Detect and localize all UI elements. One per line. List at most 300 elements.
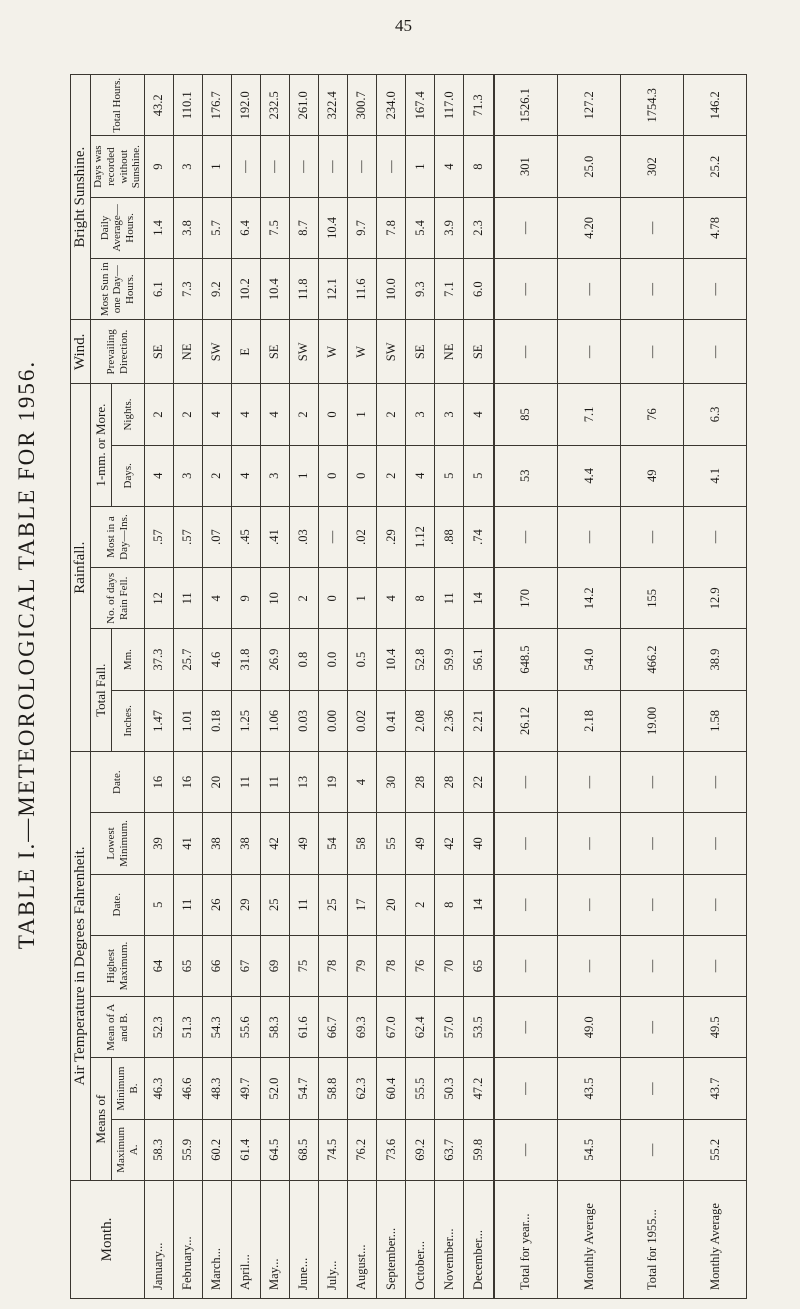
cell-highest-max: 66	[202, 935, 231, 996]
cell-mm: 59.9	[435, 629, 464, 690]
cell-days-fall: 8	[406, 568, 435, 629]
cell-lowest-min: —	[494, 813, 558, 874]
cell-date-hi: 8	[435, 874, 464, 935]
cell-inches: 0.02	[348, 690, 377, 751]
cell-days-1mm: 5	[435, 445, 464, 506]
cell-days-1mm: 4.1	[684, 445, 747, 506]
cell-mean-min: —	[621, 1058, 684, 1119]
cell-lowest-min: 42	[260, 813, 289, 874]
cell-mean-min: 55.5	[406, 1058, 435, 1119]
cell-total-hours: 300.7	[348, 75, 377, 137]
cell-most-in-day: .07	[202, 506, 231, 567]
cell-mean-min: 43.7	[684, 1058, 747, 1119]
cell-most-in-day: —	[684, 506, 747, 567]
cell-date-hi: —	[558, 874, 621, 935]
cell-direction: NE	[435, 320, 464, 384]
cell-date-hi: —	[684, 874, 747, 935]
cell-most-in-day: —	[319, 506, 348, 567]
row-label: June...	[289, 1181, 318, 1299]
cell-nights: 4	[231, 384, 260, 445]
cell-most-in-day: .29	[377, 506, 406, 567]
cell-mean-ab: 51.3	[173, 997, 202, 1058]
cell-nights: 3	[406, 384, 435, 445]
days-header: Days.	[112, 445, 145, 506]
cell-date-lo: 16	[173, 752, 202, 813]
cell-days-fall: 4	[202, 568, 231, 629]
cell-direction: SE	[464, 320, 494, 384]
cell-most-in-day: 1.12	[406, 506, 435, 567]
cell-days-without: 25.0	[558, 136, 621, 197]
cell-most-sun: 6.1	[144, 259, 173, 320]
cell-days-1mm: 0	[348, 445, 377, 506]
cell-lowest-min: 54	[319, 813, 348, 874]
cell-mean-max: 73.6	[377, 1119, 406, 1180]
total-fall-header: Total Fall.	[91, 629, 112, 752]
cell-mean-min: 54.7	[289, 1058, 318, 1119]
cell-mean-ab: 52.3	[144, 997, 173, 1058]
cell-mean-max: 59.8	[464, 1119, 494, 1180]
row-label: Total for 1955...	[621, 1181, 684, 1299]
highest-maximum-header: Highest Maximum.	[91, 935, 145, 996]
cell-date-lo: 28	[406, 752, 435, 813]
cell-mean-ab: 67.0	[377, 997, 406, 1058]
cell-days-fall: 14	[464, 568, 494, 629]
cell-date-lo: 13	[289, 752, 318, 813]
cell-days-1mm: 0	[319, 445, 348, 506]
cell-days-fall: 12.9	[684, 568, 747, 629]
cell-direction: E	[231, 320, 260, 384]
cell-direction: SW	[202, 320, 231, 384]
table-row	[173, 75, 202, 1299]
cell-date-hi: 11	[289, 874, 318, 935]
cell-mm: 648.5	[494, 629, 558, 690]
row-label: September...	[377, 1181, 406, 1299]
cell-highest-max: —	[494, 935, 558, 996]
cell-inches: 1.06	[260, 690, 289, 751]
monthly-rows	[144, 75, 493, 1299]
cell-daily-avg: 7.8	[377, 197, 406, 258]
cell-mean-min: 50.3	[435, 1058, 464, 1119]
table-row	[464, 75, 494, 1299]
cell-most-sun: 7.1	[435, 259, 464, 320]
cell-mm: 466.2	[621, 629, 684, 690]
cell-most-in-day: .03	[289, 506, 318, 567]
cell-direction: —	[494, 320, 558, 384]
cell-mm: 54.0	[558, 629, 621, 690]
cell-date-hi: 11	[173, 874, 202, 935]
cell-mean-min: 60.4	[377, 1058, 406, 1119]
cell-direction: SE	[144, 320, 173, 384]
lowest-minimum-header: Lowest Minimum.	[91, 813, 145, 874]
cell-nights: 2	[144, 384, 173, 445]
cell-mean-min: 46.6	[173, 1058, 202, 1119]
table-row	[202, 75, 231, 1299]
table-row	[260, 75, 289, 1299]
cell-days-1mm: 4.4	[558, 445, 621, 506]
cell-nights: 7.1	[558, 384, 621, 445]
cell-mean-max: 54.5	[558, 1119, 621, 1180]
cell-highest-max: 70	[435, 935, 464, 996]
cell-days-without: —	[260, 136, 289, 197]
cell-daily-avg: 5.7	[202, 197, 231, 258]
cell-date-lo: 4	[348, 752, 377, 813]
cell-date-hi: 29	[231, 874, 260, 935]
cell-total-hours: 71.3	[464, 75, 494, 137]
table-row	[406, 75, 435, 1299]
cell-days-fall: 0	[319, 568, 348, 629]
cell-days-fall: 2	[289, 568, 318, 629]
table-row	[435, 75, 464, 1299]
cell-mean-min: —	[494, 1058, 558, 1119]
cell-days-fall: 10	[260, 568, 289, 629]
row-label: March...	[202, 1181, 231, 1299]
cell-highest-max: 65	[173, 935, 202, 996]
cell-lowest-min: 49	[289, 813, 318, 874]
cell-nights: 2	[173, 384, 202, 445]
cell-direction: —	[621, 320, 684, 384]
cell-days-1mm: 53	[494, 445, 558, 506]
cell-lowest-min: 55	[377, 813, 406, 874]
cell-daily-avg: —	[621, 197, 684, 258]
days-without-sunshine-header: Days was recorded without Sunshine.	[91, 136, 145, 197]
cell-days-1mm: 3	[260, 445, 289, 506]
page-number: 45	[395, 16, 412, 35]
cell-most-sun: 11.8	[289, 259, 318, 320]
cell-nights: 76	[621, 384, 684, 445]
cell-inches: 1.01	[173, 690, 202, 751]
cell-mean-ab: 53.5	[464, 997, 494, 1058]
minimum-b-header: Minimum B.	[112, 1058, 145, 1119]
maximum-a-header: Maximum A.	[112, 1119, 145, 1180]
cell-days-without: 8	[464, 136, 494, 197]
table-row	[319, 75, 348, 1299]
cell-mean-min: 48.3	[202, 1058, 231, 1119]
cell-most-sun: 10.0	[377, 259, 406, 320]
total-hours-header: Total Hours.	[91, 75, 145, 137]
summary-row	[621, 75, 684, 1299]
cell-inches: 1.25	[231, 690, 260, 751]
one-mm-or-more-header: 1-mm. or More.	[91, 384, 112, 507]
cell-mean-ab: —	[621, 997, 684, 1058]
cell-total-hours: 232.5	[260, 75, 289, 137]
cell-date-hi: 20	[377, 874, 406, 935]
cell-days-without: —	[348, 136, 377, 197]
cell-highest-max: 78	[319, 935, 348, 996]
cell-most-sun: —	[494, 259, 558, 320]
cell-mean-ab: 69.3	[348, 997, 377, 1058]
mean-a-b-header: Mean of A and B.	[91, 997, 145, 1058]
cell-date-lo: 28	[435, 752, 464, 813]
cell-date-hi: 2	[406, 874, 435, 935]
cell-date-lo: 30	[377, 752, 406, 813]
cell-date-lo: 11	[260, 752, 289, 813]
cell-mean-min: 49.7	[231, 1058, 260, 1119]
row-label: Total for year...	[494, 1181, 558, 1299]
cell-total-hours: 110.1	[173, 75, 202, 137]
cell-mm: 37.3	[144, 629, 173, 690]
cell-days-1mm: 2	[202, 445, 231, 506]
days-rain-fell-header: No. of days Rain Fell.	[91, 568, 145, 629]
cell-days-fall: 12	[144, 568, 173, 629]
cell-daily-avg: 1.4	[144, 197, 173, 258]
inches-header: Inches.	[112, 690, 145, 751]
cell-days-without: 25.2	[684, 136, 747, 197]
cell-mean-max: 58.3	[144, 1119, 173, 1180]
daily-average-header: Daily Average—Hours.	[91, 197, 145, 258]
meteorological-table	[70, 74, 747, 1299]
row-label: Monthly Average	[684, 1181, 747, 1299]
cell-mm: 38.9	[684, 629, 747, 690]
cell-nights: 2	[377, 384, 406, 445]
cell-days-1mm: 49	[621, 445, 684, 506]
cell-days-without: 9	[144, 136, 173, 197]
most-in-day-header: Most in a Day—Ins.	[91, 506, 145, 567]
cell-highest-max: 64	[144, 935, 173, 996]
cell-direction: SE	[406, 320, 435, 384]
summary-rows	[494, 75, 747, 1299]
cell-most-in-day: —	[621, 506, 684, 567]
cell-daily-avg: 2.3	[464, 197, 494, 258]
cell-mm: 0.5	[348, 629, 377, 690]
cell-most-sun: 6.0	[464, 259, 494, 320]
cell-mean-ab: 54.3	[202, 997, 231, 1058]
cell-mean-ab: 49.5	[684, 997, 747, 1058]
cell-daily-avg: 6.4	[231, 197, 260, 258]
row-label: October...	[406, 1181, 435, 1299]
cell-mean-min: 62.3	[348, 1058, 377, 1119]
cell-days-1mm: 4	[231, 445, 260, 506]
cell-date-hi: 14	[464, 874, 494, 935]
cell-direction: SE	[260, 320, 289, 384]
cell-total-hours: 127.2	[558, 75, 621, 137]
cell-direction: —	[684, 320, 747, 384]
cell-inches: 1.58	[684, 690, 747, 751]
cell-mm: 0.8	[289, 629, 318, 690]
cell-inches: 0.18	[202, 690, 231, 751]
cell-days-1mm: 1	[289, 445, 318, 506]
cell-mm: 25.7	[173, 629, 202, 690]
table-row	[289, 75, 318, 1299]
month-header: Month.	[71, 1181, 145, 1299]
table-row	[231, 75, 260, 1299]
cell-days-fall: 9	[231, 568, 260, 629]
cell-inches: 2.08	[406, 690, 435, 751]
cell-highest-max: 78	[377, 935, 406, 996]
cell-daily-avg: 4.20	[558, 197, 621, 258]
cell-total-hours: 176.7	[202, 75, 231, 137]
cell-nights: 6.3	[684, 384, 747, 445]
cell-days-without: 1	[202, 136, 231, 197]
cell-mm: 26.9	[260, 629, 289, 690]
cell-inches: 19.00	[621, 690, 684, 751]
cell-inches: 2.36	[435, 690, 464, 751]
cell-highest-max: —	[621, 935, 684, 996]
cell-daily-avg: 9.7	[348, 197, 377, 258]
date-highest-header: Date.	[91, 874, 145, 935]
cell-highest-max: 79	[348, 935, 377, 996]
table-title: TABLE I.—METEOROLOGICAL TABLE FOR 1956.	[14, 359, 39, 950]
cell-nights: 4	[260, 384, 289, 445]
cell-days-without: 302	[621, 136, 684, 197]
cell-nights: 4	[202, 384, 231, 445]
cell-most-sun: —	[621, 259, 684, 320]
cell-date-lo: 11	[231, 752, 260, 813]
row-label: August...	[348, 1181, 377, 1299]
summary-row	[494, 75, 558, 1299]
table-row	[377, 75, 406, 1299]
cell-days-without: —	[289, 136, 318, 197]
cell-highest-max: 67	[231, 935, 260, 996]
cell-date-hi: —	[494, 874, 558, 935]
cell-daily-avg: 5.4	[406, 197, 435, 258]
cell-days-without: 4	[435, 136, 464, 197]
cell-mean-ab: 55.6	[231, 997, 260, 1058]
cell-mean-max: 76.2	[348, 1119, 377, 1180]
cell-most-sun: 7.3	[173, 259, 202, 320]
cell-most-in-day: .74	[464, 506, 494, 567]
cell-mean-ab: 66.7	[319, 997, 348, 1058]
cell-most-sun: 10.4	[260, 259, 289, 320]
cell-most-sun: 10.2	[231, 259, 260, 320]
wind-header: Wind.	[71, 320, 91, 384]
cell-mm: 52.8	[406, 629, 435, 690]
prevailing-direction-header: Prevailing Direction.	[91, 320, 145, 384]
cell-date-lo: 19	[319, 752, 348, 813]
cell-mean-min: 43.5	[558, 1058, 621, 1119]
cell-lowest-min: —	[621, 813, 684, 874]
cell-mean-min: 52.0	[260, 1058, 289, 1119]
row-label: December...	[464, 1181, 494, 1299]
cell-inches: 26.12	[494, 690, 558, 751]
cell-inches: 1.47	[144, 690, 173, 751]
row-label: January...	[144, 1181, 173, 1299]
bright-sunshine-header: Bright Sunshine.	[71, 75, 91, 320]
cell-nights: 0	[319, 384, 348, 445]
cell-inches: 2.21	[464, 690, 494, 751]
cell-direction: NE	[173, 320, 202, 384]
cell-highest-max: 65	[464, 935, 494, 996]
cell-highest-max: —	[558, 935, 621, 996]
cell-highest-max: 76	[406, 935, 435, 996]
cell-date-lo: —	[684, 752, 747, 813]
cell-inches: 0.03	[289, 690, 318, 751]
cell-most-sun: —	[684, 259, 747, 320]
cell-days-1mm: 5	[464, 445, 494, 506]
cell-lowest-min: 38	[202, 813, 231, 874]
summary-row	[558, 75, 621, 1299]
cell-most-sun: —	[558, 259, 621, 320]
cell-mm: 0.0	[319, 629, 348, 690]
cell-nights: 4	[464, 384, 494, 445]
cell-daily-avg: 10.4	[319, 197, 348, 258]
cell-mean-ab: 61.6	[289, 997, 318, 1058]
cell-date-lo: —	[494, 752, 558, 813]
cell-most-sun: 12.1	[319, 259, 348, 320]
cell-most-in-day: .02	[348, 506, 377, 567]
cell-mean-ab: 49.0	[558, 997, 621, 1058]
cell-mm: 31.8	[231, 629, 260, 690]
cell-total-hours: 1754.3	[621, 75, 684, 137]
cell-days-fall: 11	[435, 568, 464, 629]
means-of-header: Means of	[91, 1058, 112, 1181]
cell-date-hi: 26	[202, 874, 231, 935]
cell-lowest-min: 49	[406, 813, 435, 874]
cell-date-lo: 16	[144, 752, 173, 813]
cell-inches: 2.18	[558, 690, 621, 751]
cell-total-hours: 117.0	[435, 75, 464, 137]
cell-daily-avg: —	[494, 197, 558, 258]
cell-mm: 10.4	[377, 629, 406, 690]
cell-nights: 3	[435, 384, 464, 445]
row-label: May...	[260, 1181, 289, 1299]
cell-days-1mm: 4	[406, 445, 435, 506]
summary-row	[684, 75, 747, 1299]
cell-lowest-min: 38	[231, 813, 260, 874]
cell-most-in-day: .88	[435, 506, 464, 567]
cell-mean-ab: 57.0	[435, 997, 464, 1058]
cell-days-fall: 4	[377, 568, 406, 629]
cell-lowest-min: 40	[464, 813, 494, 874]
cell-most-sun: 9.2	[202, 259, 231, 320]
cell-nights: 1	[348, 384, 377, 445]
cell-mean-ab: 58.3	[260, 997, 289, 1058]
cell-mean-ab: 62.4	[406, 997, 435, 1058]
cell-mm: 4.6	[202, 629, 231, 690]
cell-date-lo: 22	[464, 752, 494, 813]
cell-total-hours: 167.4	[406, 75, 435, 137]
cell-total-hours: 43.2	[144, 75, 173, 137]
cell-most-sun: 11.6	[348, 259, 377, 320]
cell-mean-max: 64.5	[260, 1119, 289, 1180]
cell-mean-min: 58.8	[319, 1058, 348, 1119]
cell-lowest-min: —	[558, 813, 621, 874]
cell-daily-avg: 8.7	[289, 197, 318, 258]
cell-daily-avg: 3.9	[435, 197, 464, 258]
table-row	[144, 75, 173, 1299]
air-temperature-header: Air Temperature in Degrees Fahrenheit.	[71, 752, 91, 1181]
cell-daily-avg: 7.5	[260, 197, 289, 258]
cell-lowest-min: 39	[144, 813, 173, 874]
cell-highest-max: 69	[260, 935, 289, 996]
cell-mean-max: 74.5	[319, 1119, 348, 1180]
row-label: February...	[173, 1181, 202, 1299]
cell-highest-max: 75	[289, 935, 318, 996]
cell-most-sun: 9.3	[406, 259, 435, 320]
cell-days-fall: 155	[621, 568, 684, 629]
cell-date-lo: 20	[202, 752, 231, 813]
cell-mean-max: 61.4	[231, 1119, 260, 1180]
cell-nights: 85	[494, 384, 558, 445]
cell-days-fall: 14.2	[558, 568, 621, 629]
cell-total-hours: 261.0	[289, 75, 318, 137]
cell-direction: —	[558, 320, 621, 384]
cell-mean-max: 68.5	[289, 1119, 318, 1180]
cell-days-without: —	[377, 136, 406, 197]
cell-daily-avg: 4.78	[684, 197, 747, 258]
cell-days-1mm: 2	[377, 445, 406, 506]
cell-days-fall: 1	[348, 568, 377, 629]
cell-total-hours: 322.4	[319, 75, 348, 137]
cell-direction: W	[348, 320, 377, 384]
cell-mean-min: 46.3	[144, 1058, 173, 1119]
nights-header: Nights.	[112, 384, 145, 445]
cell-days-without: —	[319, 136, 348, 197]
cell-direction: SW	[289, 320, 318, 384]
cell-most-in-day: .41	[260, 506, 289, 567]
cell-mean-max: —	[621, 1119, 684, 1180]
cell-total-hours: 234.0	[377, 75, 406, 137]
cell-mean-max: 63.7	[435, 1119, 464, 1180]
